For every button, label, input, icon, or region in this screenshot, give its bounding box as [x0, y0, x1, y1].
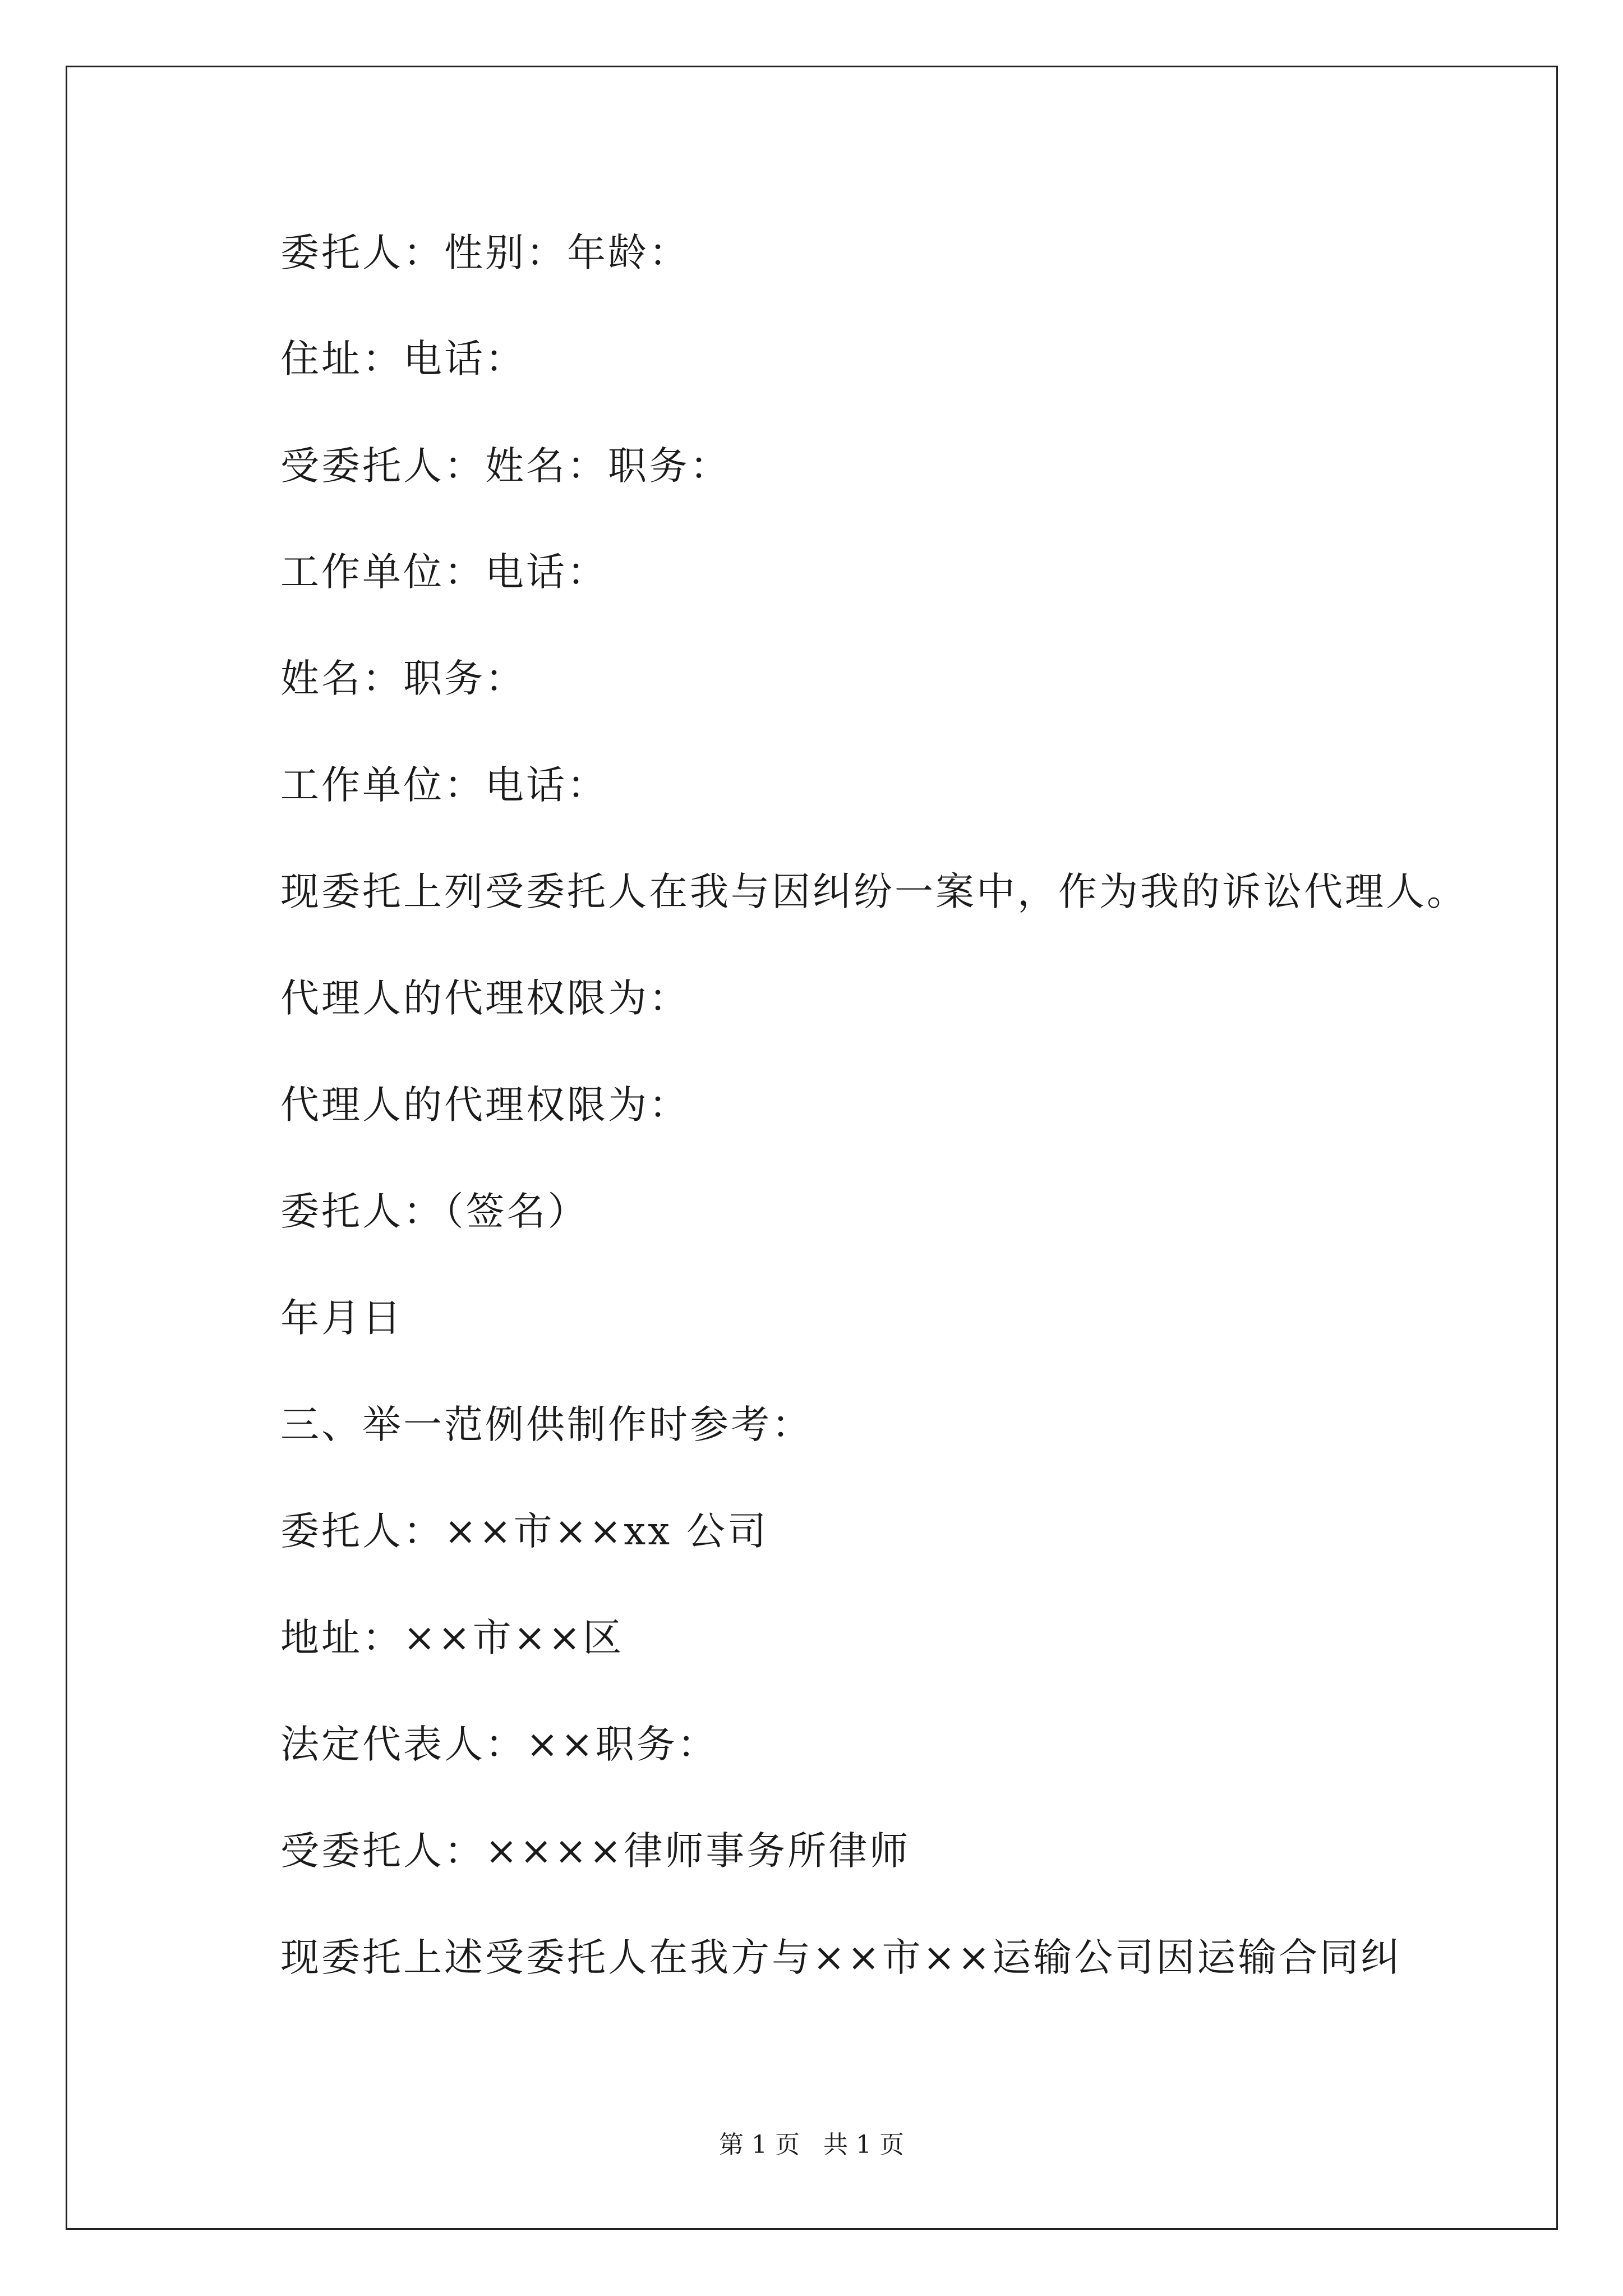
text-line-name-title: 姓名：职务： [280, 656, 526, 701]
text-line-example-agent: 受委托人：××××律师事务所律师 [280, 1829, 911, 1874]
text-line-workplace-phone-2: 工作单位：电话： [280, 763, 608, 808]
text-line-example-entrust: 现委托上述受委托人在我方与××市××运输公司因运输合同纠 [280, 1935, 1402, 1980]
text-line-address-phone: 住址：电话： [280, 337, 526, 381]
section-heading-example: 三、举一范例供制作时参考： [280, 1402, 813, 1447]
text-line-principal-signature: 委托人：（签名） [280, 1189, 589, 1234]
text-line-entrust-statement: 现委托上列受委托人在我与因纠纷一案中，作为我的诉讼代理人。 [280, 869, 1468, 914]
text-line-agency-scope: 代理人的代理权限为： [280, 976, 690, 1021]
text-line-legal-representative: 法定代表人：××职务： [280, 1722, 718, 1767]
text-line-date: 年月日 [280, 1296, 403, 1341]
text-line-workplace-phone: 工作单位：电话： [280, 550, 608, 595]
text-line-agent-name-title: 受委托人：姓名：职务： [280, 444, 731, 489]
text-line-principal: 委托人：性别：年龄： [280, 231, 690, 275]
page-number-footer: 第 1 页 共 1 页 [719, 2131, 904, 2159]
text-line-example-principal: 委托人：××市××xx 公司 [280, 1509, 769, 1554]
text-line-agency-scope-2: 代理人的代理权限为： [280, 1083, 690, 1128]
text-line-example-address: 地址：××市××区 [280, 1616, 624, 1660]
page-border [66, 66, 1558, 2230]
